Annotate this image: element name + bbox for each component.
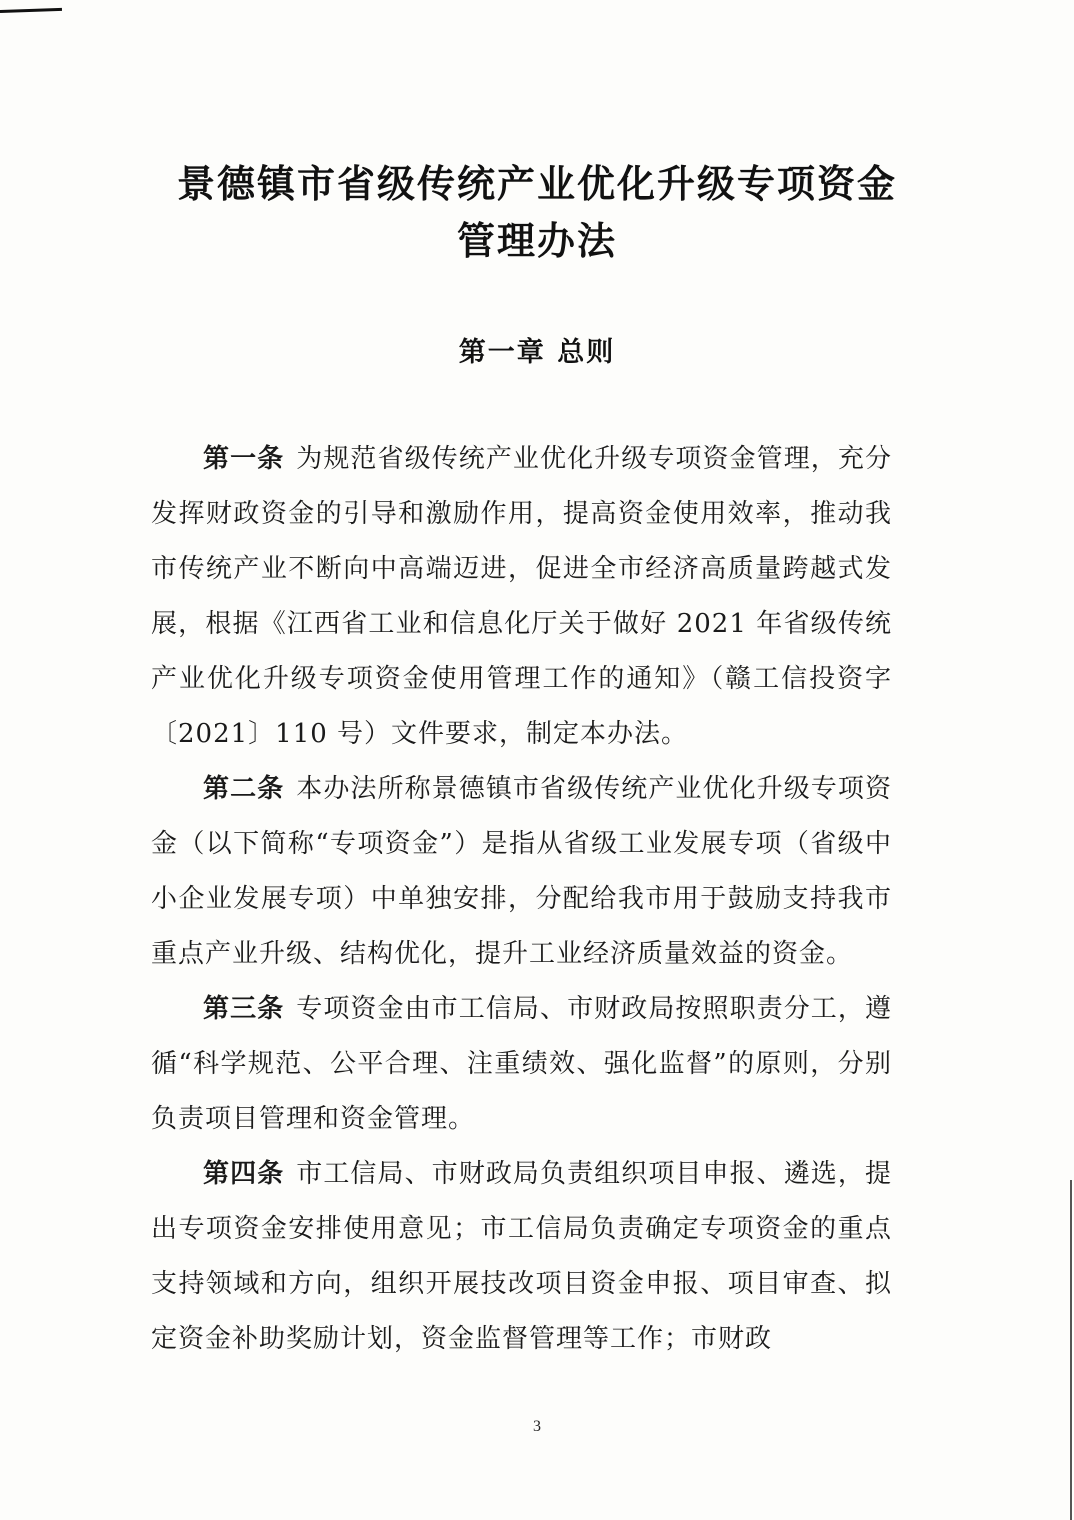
scan-edge-line <box>1070 1180 1072 1520</box>
article-3-label: 第三条 <box>203 994 285 1024</box>
document-title-line2: 管理办法 <box>456 219 617 263</box>
article-2 <box>151 762 892 982</box>
document-body <box>151 432 892 1367</box>
page-number: 3 <box>533 1418 541 1435</box>
article-1-text: 为规范省级传统产业优化升级专项资金管理，充分发挥财政资金的引导和激励作用，提高资金使用效率，推动我市传统产业不断向中高端迈进，促进全市经济高质量跨越式发展，根据《江西省工业和信息化厅关于做好 2021 年省级传统产业优化升级专项资金使用管理工作的通知》（赣工信投资字〔2021〕110 号）文件要求，制定本办法。 <box>151 444 892 749</box>
article-3-text: 专项资金由市工信局、市财政局按照职责分工，遵循“科学规范、公平合理、注重绩效、强化监督”的原则，分别负责项目管理和资金管理。 <box>151 994 892 1134</box>
article-4 <box>151 1147 892 1367</box>
article-2-text: 本办法所称景德镇市省级传统产业优化升级专项资金（以下简称“专项资金”）是指从省级工业发展专项（省级中小企业发展专项）中单独安排，分配给我市用于鼓励支持我市重点产业升级、结构优化，提升工业经济质量效益的资金。 <box>151 774 892 969</box>
article-2-label: 第二条 <box>203 774 285 804</box>
article-1-label: 第一条 <box>203 444 285 474</box>
scan-edge-mark <box>0 8 62 13</box>
chapter-heading: 第一章 总则 <box>458 337 616 368</box>
article-4-label: 第四条 <box>203 1159 285 1189</box>
article-1 <box>151 432 892 762</box>
article-4-text: 市工信局、市财政局负责组织项目申报、遴选，提出专项资金安排使用意见；市工信局负责确定专项资金的重点支持领域和方向，组织开展技改项目资金申报、项目审查、拟定资金补助奖励计划，资金监督管理等工作；市财政 <box>151 1159 892 1354</box>
document-title-line1: 景德镇市省级传统产业优化升级专项资金 <box>176 162 897 206</box>
article-3 <box>151 982 892 1147</box>
